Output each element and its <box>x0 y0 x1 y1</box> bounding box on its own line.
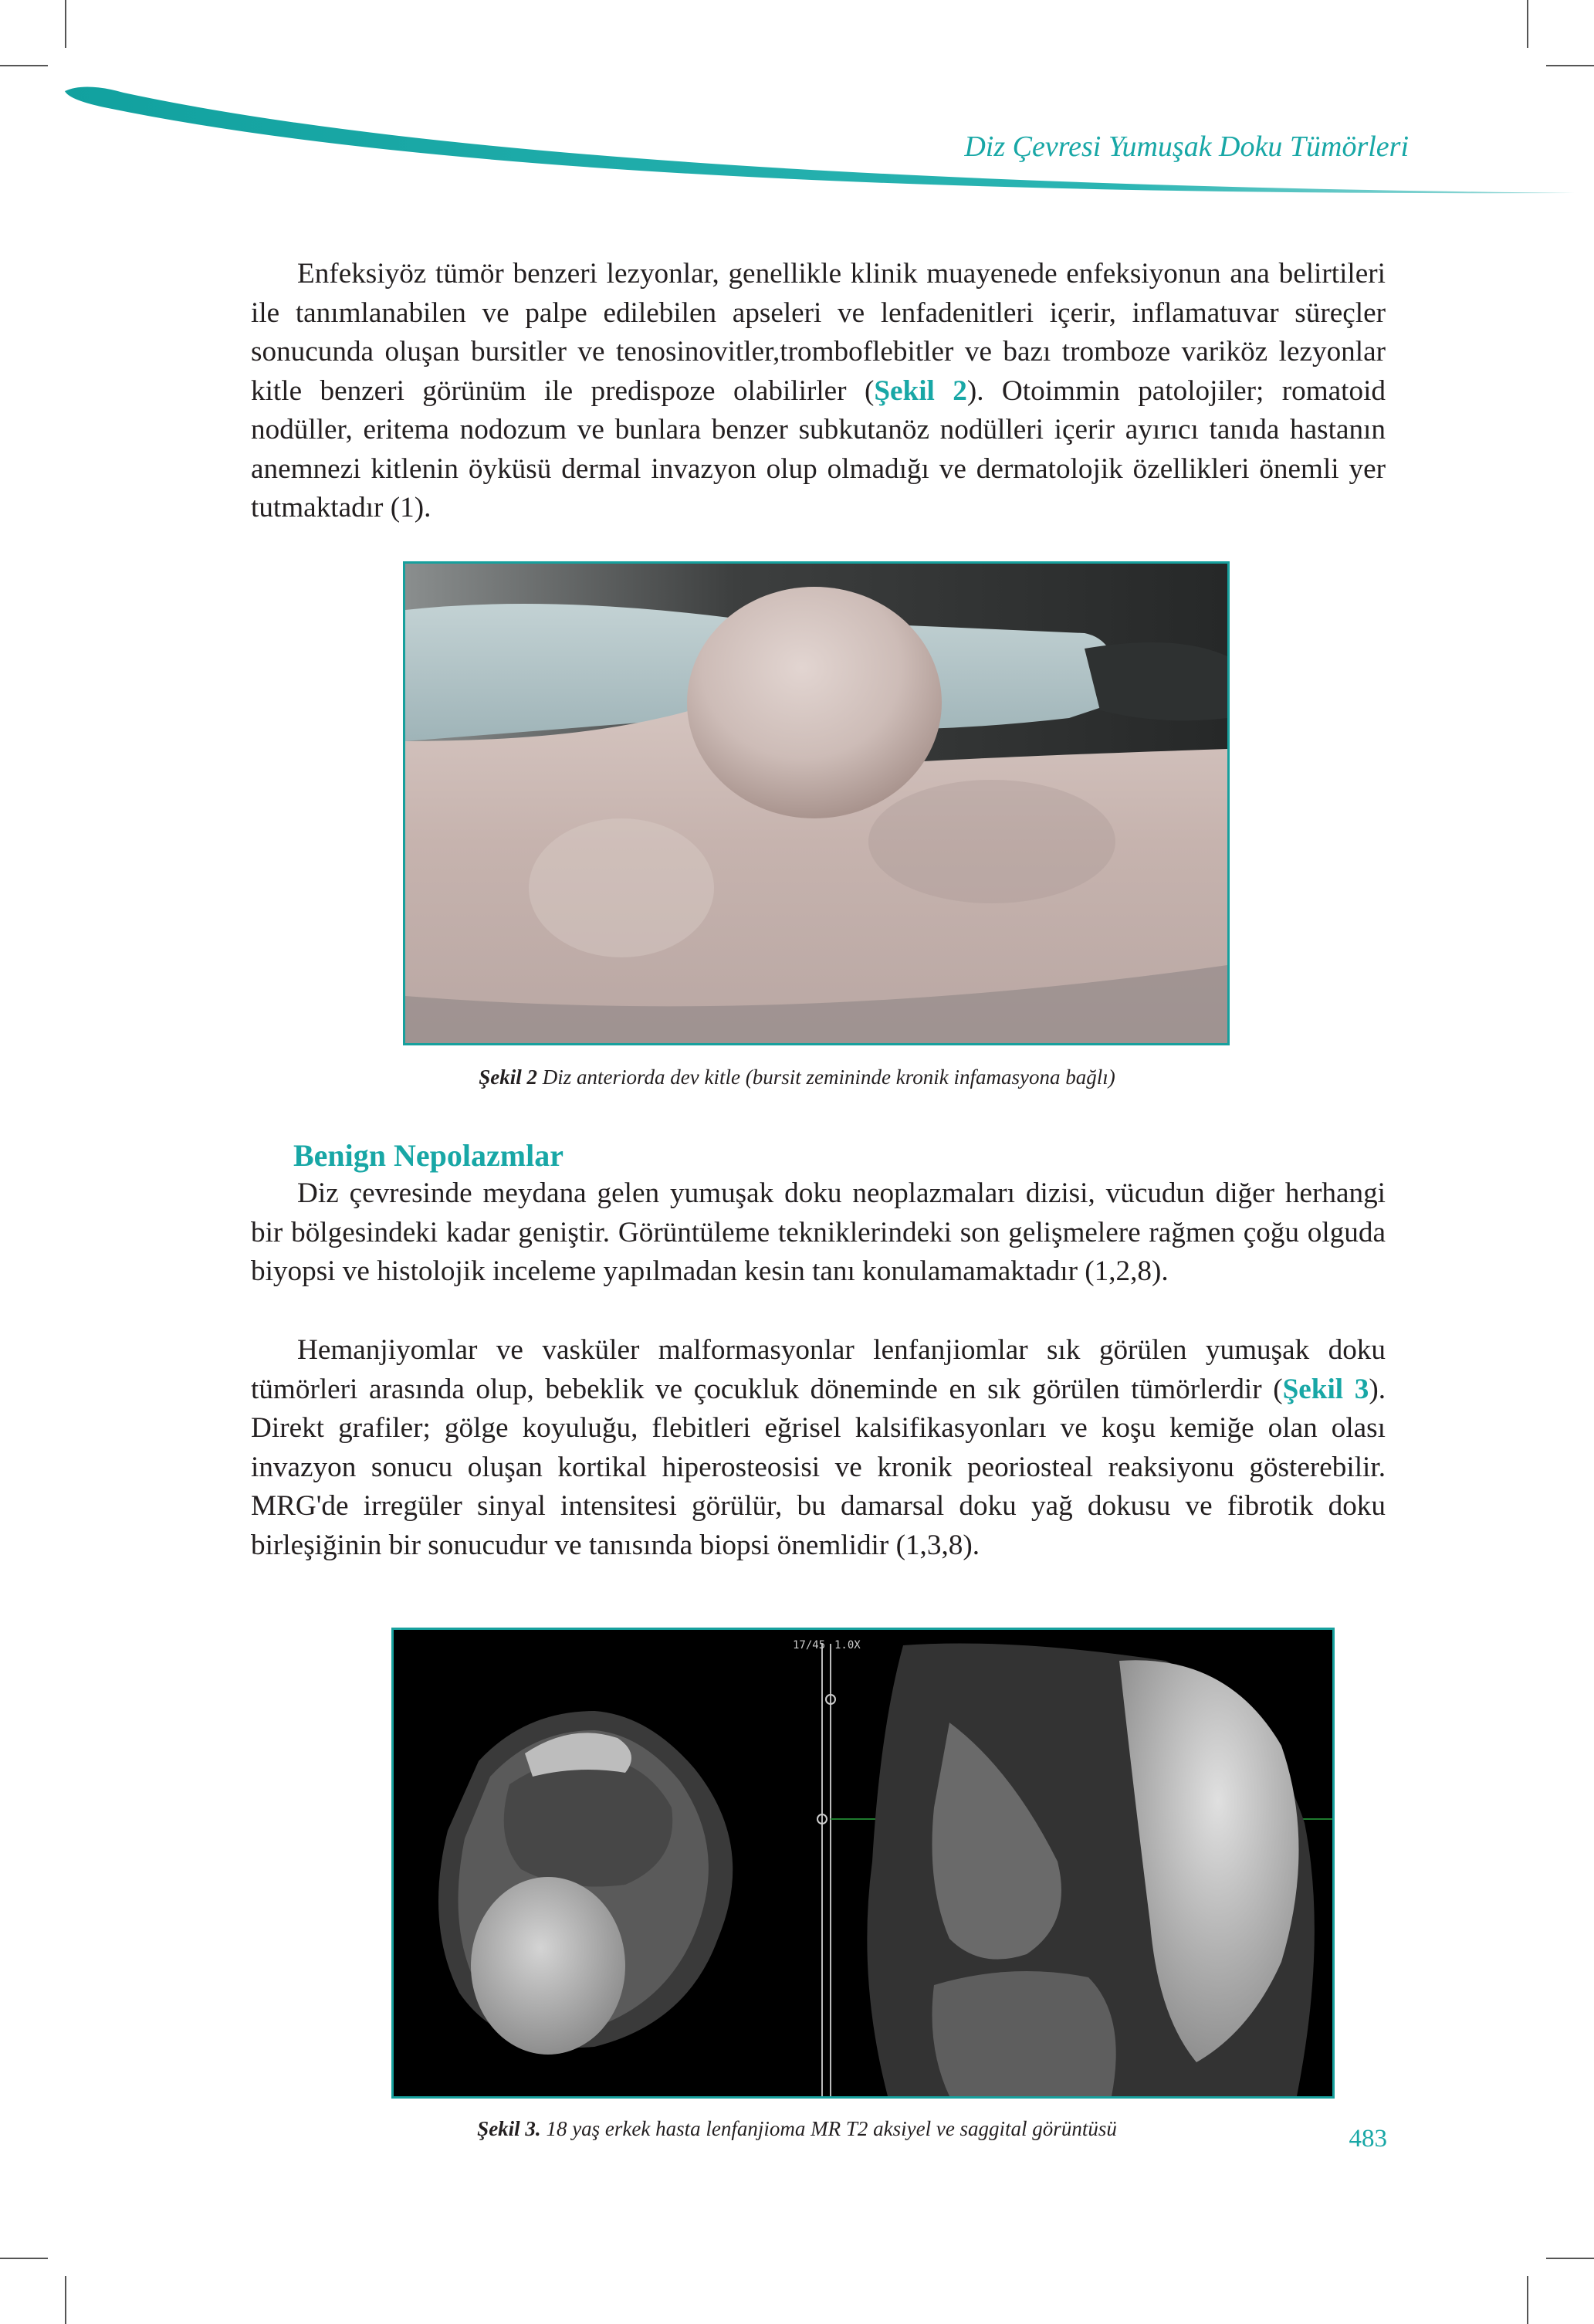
figure-3-label: Şekil 3. <box>477 2117 541 2140</box>
intro-text-continued: ). Otoimmin patolojiler; romatoid nodüller, eritema nodozum ve bunlara benzer subkutanöz nodülleri içerir ayırıcı tanıda hastanın anemnezi kitlenin öyküsü dermal invazyon olup olmadığı ve dermatolojik özellikleri önemli yer tutmaktadır (1). <box>251 374 1386 523</box>
figure-2-caption <box>0 1065 1594 1089</box>
crop-mark <box>0 2258 48 2259</box>
figure-2-reference[interactable]: Şekil 2 <box>874 374 967 407</box>
figure-3-reference[interactable]: Şekil 3 <box>1282 1373 1369 1405</box>
section-paragraph-1-text: Diz çevresinde meydana gelen yumuşak doku neoplazmaları dizisi, vücudun diğer herhangi bir bölgesindeki kadar geniştir. Görüntüleme tekniklerindeki son gelişmelere rağmen çoğu olguda biyopsi ve histolojik inceleme yapılmadan kesin tanı konulamamaktadır (1,2,8). <box>251 1177 1386 1287</box>
section-heading: Benign Nepolazmlar <box>293 1138 563 1173</box>
section-paragraph-2 <box>251 1331 1386 1565</box>
section-paragraph-2-text: Hemanjiyomlar ve vasküler malformasyonlar lenfanjiomlar sık görülen yumuşak doku tümörleri arasında olup, bebeklik ve çocukluk döneminde en sık görülen tümörlerdir ( <box>251 1334 1386 1405</box>
intro-text: Enfeksiyöz tümör benzeri lezyonlar, genellikle klinik muayenede enfeksiyonun ana belirtileri ile tanımlanabilen ve palpe edilebilen apseleri ve lenfadenitleri içerir, inflamatuvar süreçler sonucunda oluşan bursitler ve tenosinovitler,tromboflebitler ve bazı tromboze variköz lezyonlar kitle benzeri görünüm ile predispoze olabilirler ( <box>251 258 1386 407</box>
mri-images <box>394 1630 1332 2096</box>
section-paragraph-2-text-continued: ). Direkt grafiler; gölge koyuluğu, flebitleri eğrisel kalsifikasyonları ve koşu kemiğe olan olası invazyon sonucu oluşan kortikal hiperosteosisi ve kronik peoriosteal reaksiyonu gösterebilir. MRG'de irregüler sinyal intensitesi görülür, bu damarsal doku yağ dokusu ve fibrotik doku birleşiğinin bir sonucudur ve tanısında biopsi önemlidir (1,3,8). <box>251 1373 1386 1561</box>
figure-3-caption-text: 18 yaş erkek hasta lenfanjioma MR T2 aksiyel ve saggital görüntüsü <box>540 2117 1117 2140</box>
figure-2-caption-text: Diz anteriorda dev kitle (bursit zemininde kronik infamasyona bağlı) <box>537 1065 1115 1089</box>
running-title: Diz Çevresi Yumuşak Doku Tümörleri <box>964 130 1409 163</box>
crop-mark <box>1546 2258 1594 2259</box>
mri-zoom-indicator: 1.0X <box>834 1639 861 1652</box>
header-swoosh <box>0 0 1594 232</box>
knee-mass-photo <box>405 564 1227 1043</box>
intro-paragraph <box>251 255 1386 528</box>
figure-2-label: Şekil 2 <box>479 1065 538 1089</box>
mri-sagittal-view <box>867 1644 1315 2097</box>
crop-mark <box>65 2276 66 2324</box>
figure-2-photo <box>403 561 1230 1045</box>
mri-slice-indicator: 17/45 <box>793 1639 826 1652</box>
figure-3-mri <box>391 1628 1335 2099</box>
section-paragraph-1 <box>251 1174 1386 1292</box>
crop-mark <box>1527 2276 1528 2324</box>
page-number: 483 <box>1349 2125 1387 2153</box>
